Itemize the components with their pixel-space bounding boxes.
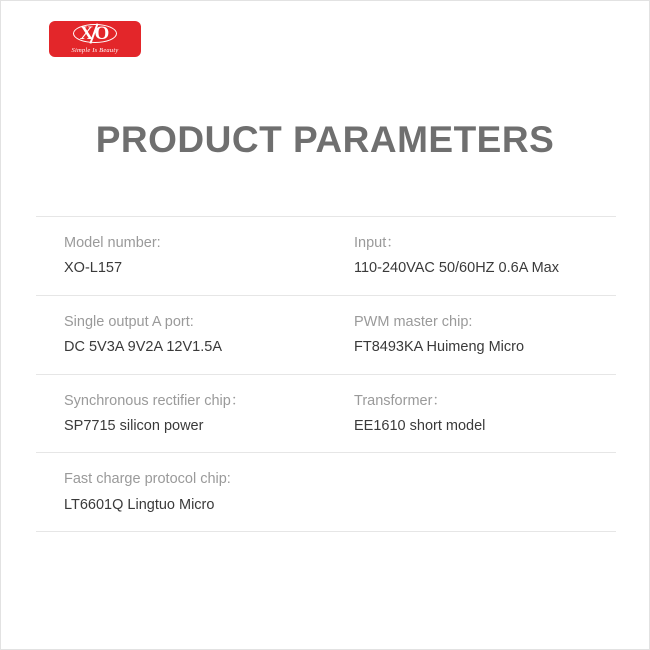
spec-cell-right bbox=[326, 231, 616, 282]
spec-label: Model number: bbox=[64, 235, 161, 251]
spec-label: Transformer： bbox=[354, 392, 447, 409]
spec-value: SP7715 silicon power bbox=[64, 417, 204, 434]
spec-cell-right bbox=[326, 467, 616, 518]
spec-label: PWM master chip: bbox=[354, 313, 473, 330]
spec-value: XO-L157 bbox=[64, 260, 123, 277]
spec-value: EE1610 short model bbox=[354, 417, 486, 434]
xo-logo-icon bbox=[49, 21, 141, 57]
spec-label: Single output A port: bbox=[64, 313, 194, 330]
spec-value: FT8493KA Huimeng Micro bbox=[354, 339, 525, 356]
brand-logo bbox=[49, 21, 141, 57]
spec-label: Fast charge protocol chip: bbox=[64, 471, 231, 488]
specs-table bbox=[36, 216, 616, 532]
table-row bbox=[36, 296, 616, 375]
spec-value: LT6601Q Lingtuo Micro bbox=[64, 496, 215, 513]
spec-cell-left bbox=[36, 310, 326, 361]
logo-tagline: Simple Is Beauty bbox=[71, 47, 119, 54]
spec-cell-left bbox=[36, 467, 326, 518]
spec-cell-left bbox=[36, 231, 326, 282]
page-title: PRODUCT PARAMETERS bbox=[95, 119, 555, 160]
spec-value: DC 5V3A 9V2A 12V1.5A bbox=[64, 339, 222, 356]
spec-label: Input： bbox=[354, 235, 401, 251]
spec-label: Synchronous rectifier chip： bbox=[64, 392, 246, 409]
spec-cell-right bbox=[326, 389, 616, 440]
table-row bbox=[36, 453, 616, 532]
spec-value: 110-240VAC 50/60HZ 0.6A Max bbox=[354, 260, 559, 277]
table-row bbox=[36, 216, 616, 296]
spec-cell-right bbox=[326, 310, 616, 361]
spec-cell-left bbox=[36, 389, 326, 440]
table-row bbox=[36, 375, 616, 454]
logo-wordmark: XO bbox=[79, 23, 111, 44]
